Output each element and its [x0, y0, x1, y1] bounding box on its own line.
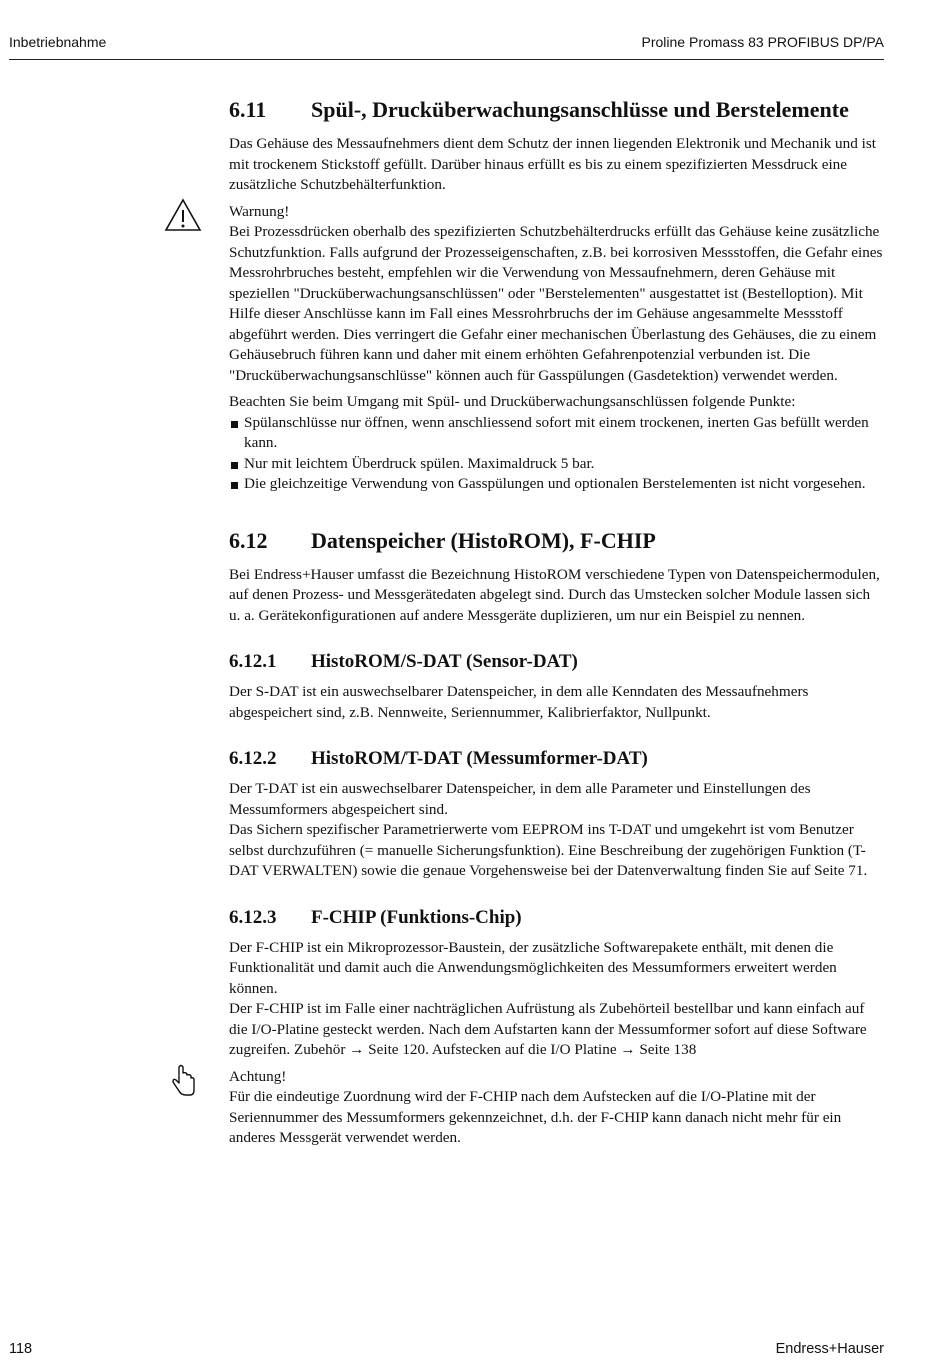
- bullet-list: [229, 413, 884, 495]
- paragraph: Das Gehäuse des Messaufnehmers dient dem Schutz der innen liegenden Elektronik und Mechanik und ist mit trockenem Stickstoff gefüllt. Darüber hinaus erfüllt es bis zu einem spezifizierten Messdruck eine zusätzliche Schutzbehälterfunktion.: [229, 135, 876, 193]
- section-heading-6-12: [229, 527, 884, 555]
- section-heading-6-12-3: [229, 906, 884, 930]
- caution-note: [229, 1067, 884, 1149]
- list-item: Spülanschlüsse nur öffnen, wenn anschliessend sofort mit einem trockenen, inerten Gas befüllt werden kann.: [229, 413, 884, 454]
- caution-text: Für die eindeutige Zuordnung wird der F-CHIP nach dem Aufstecken auf die I/O-Platine mit der Seriennummer des Messumformers gekennzeichnet, d.h. der F-CHIP kann danach nicht mehr für ein anderes Messgerät verwendet werden.: [229, 1088, 842, 1146]
- paragraph: Der F-CHIP ist ein Mikroprozessor-Baustein, der zusätzliche Softwarepakete enthält, mit denen die Funktionalität und damit auch die Anwendungsmöglichkeiten des Messumformers erweitert werden können.: [229, 938, 837, 997]
- warning-note: [229, 202, 884, 387]
- section-number: 6.12: [229, 527, 268, 553]
- section-title: Datenspeicher (HistoROM), F-CHIP: [311, 527, 656, 553]
- paragraph: Der F-CHIP ist im Falle einer nachträglichen Aufrüstung als Zubehörteil bestellbar und kann einfach auf die I/O-Platine gesteckt werden. Nach dem Aufstarten kann der Messumformer sofort auf diese Software zugreifen. Zubehör → Seite 120. Aufstecken auf die I/O Platine → Seite 138: [229, 1000, 867, 1058]
- section-heading-6-12-1: [229, 650, 884, 674]
- section-heading-6-12-2: [229, 747, 884, 771]
- paragraph: Das Sichern spezifischer Parametrierwerte vom EEPROM ins T-DAT und umgekehrt ist vom Benutzer selbst durchzuführen (= manuelle Sicherungsfunktion). Eine Beschreibung der zugehörigen Funktion (T-DAT VERWALTEN) sowie die genaue Vorgehensweise bei der Datenverwaltung finden Sie auf Seite 71.: [229, 821, 868, 879]
- paragraph: Bei Endress+Hauser umfasst die Bezeichnung HistoROM verschiedene Typen von Datenspeichermodulen, auf denen Prozess- und Messgerätedaten abgelegt sind. Durch das Umstecken solcher Module lassen sich u. a. Gerätekonfigurationen auf andere Messgeräte duplizieren, um nur ein Beispiel zu nennen.: [229, 565, 880, 624]
- paragraph: Der T-DAT ist ein auswechselbarer Datenspeicher, in dem alle Parameter und Einstellungen des Messumformers abgespeichert sind.: [229, 780, 811, 818]
- warning-icon: [163, 196, 203, 236]
- footer-brand: Endress+Hauser: [775, 1341, 884, 1357]
- page-content: [229, 96, 884, 1149]
- list-item: Nur mit leichtem Überdruck spülen. Maximaldruck 5 bar.: [229, 454, 884, 475]
- section-title: F-CHIP (Funktions-Chip): [311, 906, 522, 928]
- list-item: Die gleichzeitige Verwendung von Gasspülungen und optionalen Berstelementen ist nicht vorgesehen.: [229, 474, 884, 495]
- paragraph: Der S-DAT ist ein auswechselbarer Datenspeicher, in dem alle Kenndaten des Messaufnehmers abgespeichert sind, z.B. Nennweite, Seriennummer, Kalibrierfaktor, Nullpunkt.: [229, 683, 809, 721]
- section-number: 6.12.1: [229, 651, 277, 672]
- section-heading-6-11: [229, 96, 884, 124]
- page-number: 118: [9, 1341, 33, 1357]
- pointing-hand-icon: [163, 1061, 203, 1101]
- warning-label: Warnung!: [229, 202, 290, 220]
- paragraph: Beachten Sie beim Umgang mit Spül- und Drucküberwachungsanschlüssen folgende Punkte:: [229, 393, 796, 410]
- section-title: HistoROM/S-DAT (Sensor-DAT): [311, 651, 578, 672]
- section-title: HistoROM/T-DAT (Messumformer-DAT): [311, 748, 648, 769]
- header-product: Proline Promass 83 PROFIBUS DP/PA: [641, 34, 884, 50]
- section-title: Spül-, Drucküberwachungsanschlüsse und Berstelemente: [311, 97, 849, 122]
- header-chapter: Inbetriebnahme: [9, 34, 107, 50]
- section-number: 6.12.2: [229, 748, 277, 769]
- warning-text: Bei Prozessdrücken oberhalb des spezifizierten Schutzbehälterdrucks erfüllt das Gehäuse keine zusätzliche Schutzfunktion. Falls aufgrund der Prozesseigenschaften, z.B. bei korrosiven Messstoffen, die Gefahr eines Messrohrbruches besteht, empfehlen wir die Verwendung von Messaufnehmern, deren Gehäuse mit speziellen "Drucküberwachungsanschlüssen" oder "Berstelementen" ausgestattet ist (Bestelloption). Mit Hilfe dieser Anschlüsse kann im Fall eines Messrohrbruchs der im Gehäuse angesammelte Messstoff abgeführt werden. Dies verringert die Gefahr einer mechanischen Überlastung des Gehäuses, die zu einem Gehäusebruch führen kann und daher mit einem erhöhten Gefahrenpotenzial verbunden ist. Die "Drucküberwachungsanschlüsse" können auch für Gasspülungen (Gasdetektion) verwendet werden.: [229, 223, 883, 384]
- section-number: 6.12.3: [229, 906, 277, 928]
- section-number: 6.11: [229, 97, 267, 122]
- caution-label: Achtung!: [229, 1067, 287, 1085]
- page-header: [9, 31, 884, 60]
